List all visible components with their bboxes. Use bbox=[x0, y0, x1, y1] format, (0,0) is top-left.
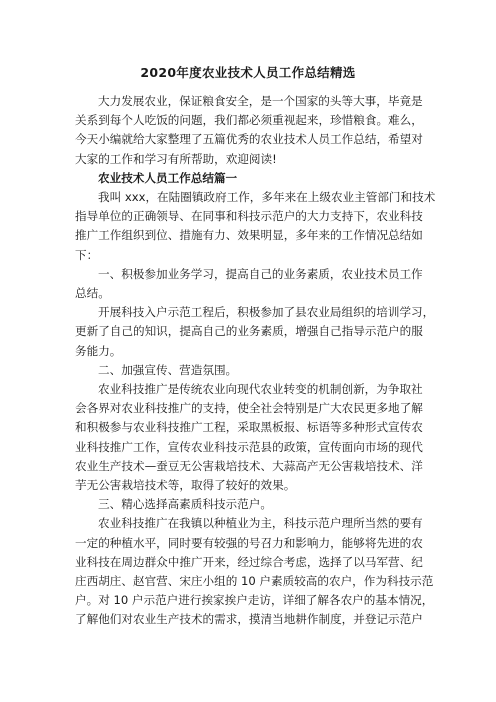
paragraph-line: 业科技在周边群众中推广开来，经过综合考虑，选择了以马军营、纪 bbox=[75, 554, 423, 569]
paragraph-line: 我叫 xxx，在陆圈镇政府工作，多年来在上级农业主管部门和技术 bbox=[98, 190, 436, 204]
paragraph-line: 推广工作组织到位、措施有力、效果明显，多年来的工作情况总结如 bbox=[75, 228, 423, 243]
paragraph-line: 了解他们对农业生产技术的需求，摸清当地耕作制度，并登记示范户 bbox=[75, 612, 423, 627]
paragraph-line: 开展科技入户示范工程后，积极参加了县农业局组织的培训学习， bbox=[98, 305, 435, 320]
paragraph-line: 和积极参与农业科技推广工程，采取黑板报、标语等多种形式宣传农 bbox=[75, 420, 423, 435]
paragraph-line: 农业科技推广在我镇以种植业为主，科技示范户理所当然的要有 bbox=[98, 516, 423, 531]
paragraph-line: 业科技推广工作，宣传农业科技示范县的政策，宣传面向市场的现代 bbox=[75, 439, 423, 454]
paragraph-line: 下： bbox=[75, 247, 99, 262]
paragraph-line: 芋无公害栽培技术等，取得了较好的效果。 bbox=[75, 478, 296, 492]
section-heading: 农业技术人员工作总结篇一 bbox=[98, 170, 238, 185]
paragraph-line: 会各界对农业科技推广的支持，使全社会特别是广大农民更多地了解 bbox=[75, 401, 423, 416]
paragraph-line: 更新了自己的知识，提高自己的业务素质，增强自己指导示范户的服 bbox=[75, 324, 423, 339]
paragraph-line: 二、加强宣传、营造氛围。 bbox=[98, 362, 238, 377]
paragraph-line: 今天小编就给大家整理了五篇优秀的农业技术人员工作总结，希望对 bbox=[75, 132, 423, 147]
paragraph-line: 庄西胡庄、赵官营、宋庄小组的 10 户素质较高的农户，作为科技示范 bbox=[75, 574, 434, 588]
paragraph-line: 关系到每个人吃饭的问题，我们都必须重视起来，珍惜粮食。难么， bbox=[75, 113, 423, 128]
paragraph-line: 总结。 bbox=[75, 286, 110, 300]
paragraph-line: 一、积极参加业务学习，提高自己的业务素质，农业技术员工作 bbox=[98, 266, 423, 281]
paragraph-line: 一定的种植水平，同时要有较强的号召力和影响力，能够将先进的农 bbox=[75, 535, 423, 550]
paragraph-line: 务能力。 bbox=[75, 343, 122, 358]
paragraph-line: 大力发展农业，保证粮食安全，是一个国家的头等大事，毕竟是 bbox=[98, 94, 423, 108]
paragraph-line: 农业科技推广是传统农业向现代农业转变的机制创新，为争取社 bbox=[98, 382, 423, 396]
paragraph-line: 指导单位的正确领导、在同事和科技示范户的大力支持下，农业科技 bbox=[75, 209, 423, 224]
paragraph-line: 农业生产技术—蚕豆无公害栽培技术、大蒜高产无公害栽培技术、洋 bbox=[75, 458, 423, 473]
paragraph-line: 户。对 10 户示范户进行挨家挨户走访，详细了解各农户的基本情况， bbox=[75, 593, 434, 608]
document-title: 2020年度农业技术人员工作总结精选 bbox=[140, 65, 356, 80]
paragraph-line: 大家的工作和学习有所帮助，欢迎阅读! bbox=[75, 151, 277, 166]
paragraph-line: 三、精心选择高素质科技示范户。 bbox=[98, 497, 272, 512]
